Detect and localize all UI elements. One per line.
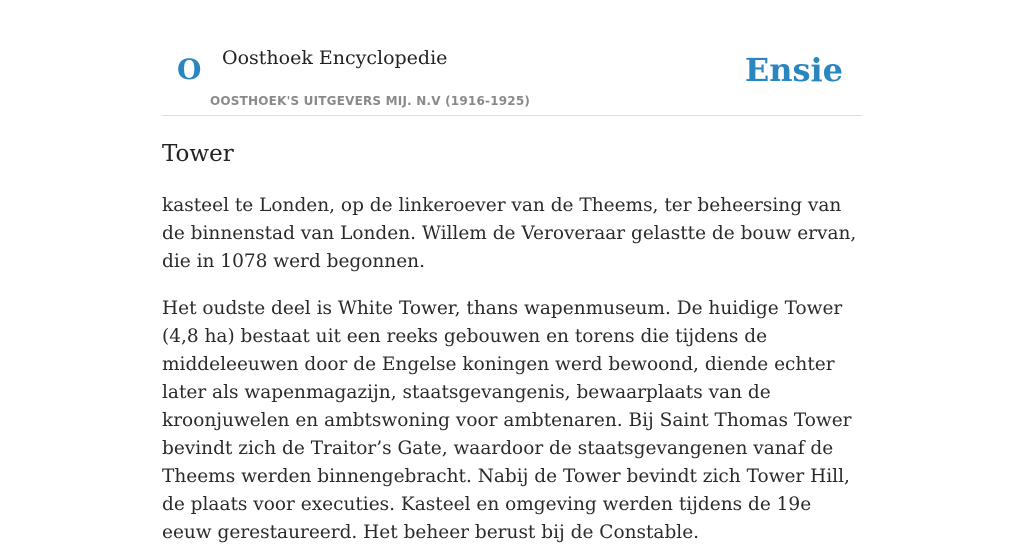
publisher-subtitle: OOSTHOEK'S UITGEVERS MIJ. N.V (1916-1925) xyxy=(210,94,531,108)
article-paragraph: kasteel te Londen, op de linkeroever van de Theems, ter beheersing van de binnenstad van Londen. Willem de Veroveraar gelastte de bouw ervan, die in 1078 werd begonnen. xyxy=(162,195,857,272)
article xyxy=(162,138,862,547)
article-paragraph: Het oudste deel is White Tower, thans wapenmuseum. De huidige Tower (4,8 ha) bestaat uit een reeks gebouwen en torens die tijdens de middeleeuwen door de Engelse koningen werd bewoond, diende echter later als wapenmagazijn, staatsgevangenis, bewaarplaats van de kroonjuwelen en ambtswoning voor ambtenaren. Bij Saint Thomas Tower bevindt zich de Traitor’s Gate, waardoor de staatsgevangenen vanaf de Theems werden binnengebracht. Nabij de Tower bevindt zich Tower Hill, de plaats voor executies. Kasteel en omgeving werden tijdens de 19e eeuw gerestaureerd. Het beheer berust bij de Constable. xyxy=(162,298,852,543)
oosthoek-logo[interactable]: O xyxy=(177,53,202,86)
ensie-logo-link[interactable]: Ensie xyxy=(744,51,843,89)
site-header xyxy=(162,0,862,116)
encyclopedia-title[interactable]: Oosthoek Encyclopedie xyxy=(222,47,448,69)
article-title: Tower xyxy=(162,141,234,167)
